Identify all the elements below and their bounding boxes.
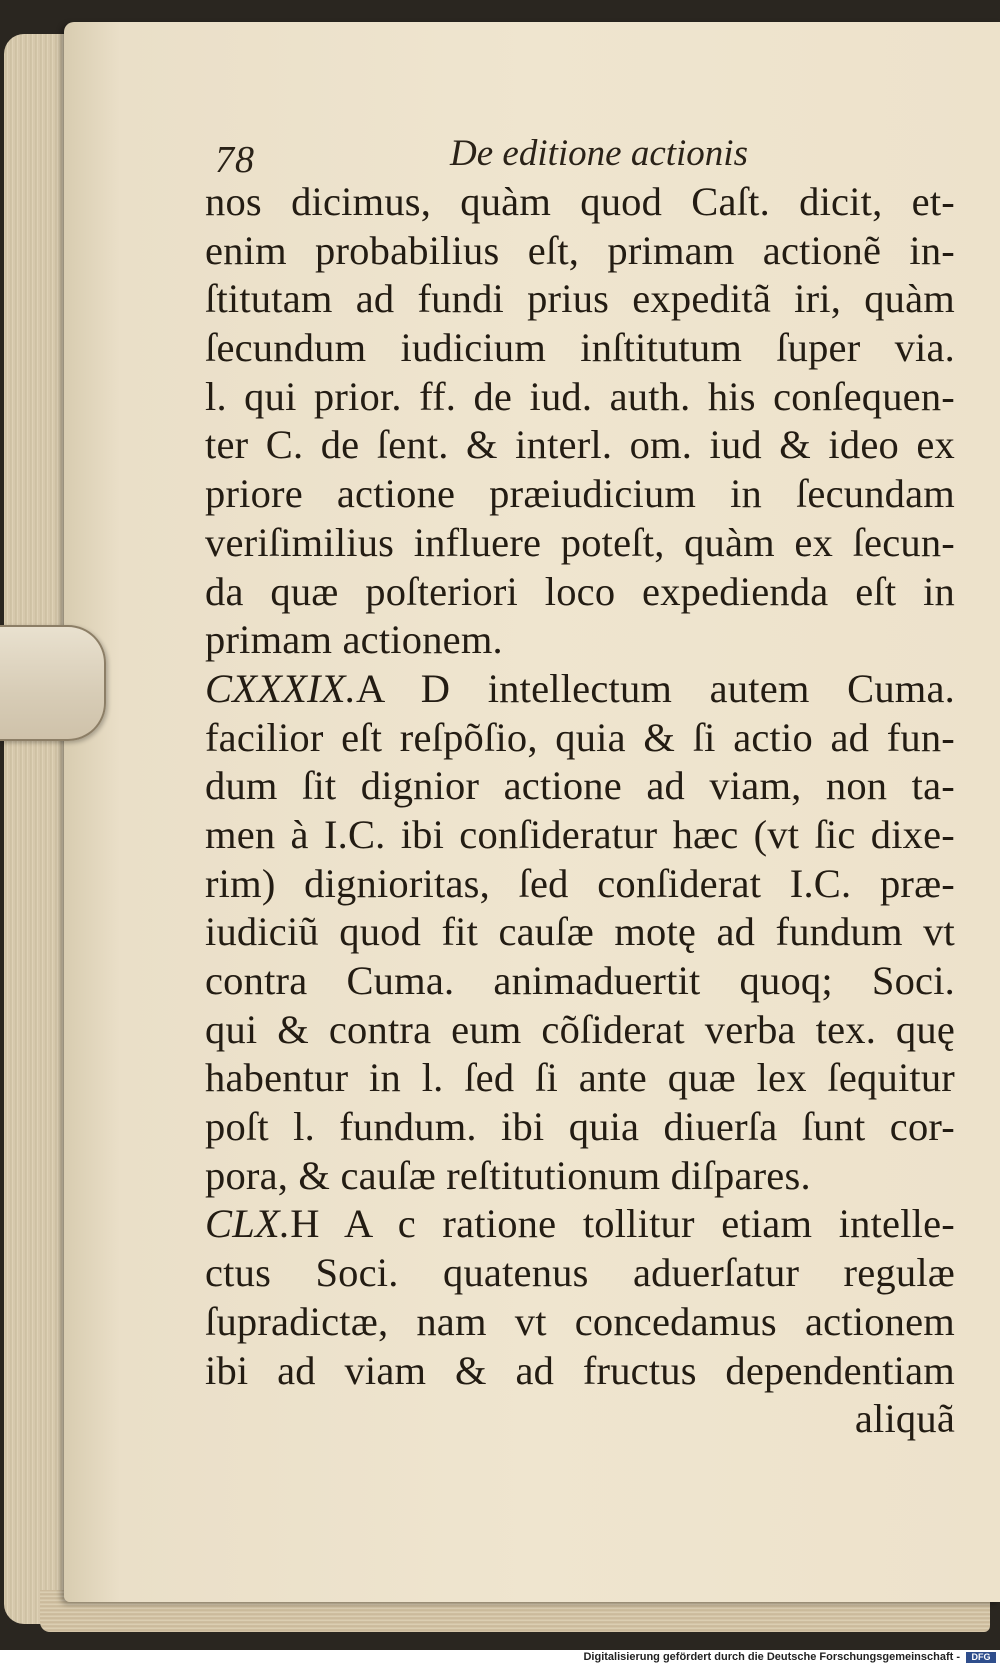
text-line: da quæ poſteriori loco expedienda eſt in [205,568,955,614]
running-head: De editione actionis [450,133,748,174]
section-number: CXXXIX. [205,665,356,711]
text-line: poſt l. fundum. ibi quia diuerſa ſunt cor- [205,1104,955,1150]
body-text [205,178,955,1444]
text-line: priore actione præiudicium in ſecundam [205,471,955,517]
text-line: qui & contra eum cõſiderat verba tex. quę [205,1006,955,1052]
text-line: H A c ratione tollitur etiam intelle- [290,1201,955,1247]
text-line: facilior eſt reſpõſio, quia & ſi actio ad fun- [205,714,955,760]
text-line: ter C. de ſent. & interl. om. iud & ideo ex [205,422,955,468]
footer-credit: Digitalisierung gefördert durch die Deutsche Forschungsgemeinschaft - [583,1651,960,1663]
page-number: 78 [215,139,255,181]
catchword: aliquã [854,1396,955,1442]
text-line: men à I.C. ibi conſideratur hæc (vt ſic dixe- [205,811,955,857]
text-line: l. qui prior. ff. de iud. auth. his conſequen- [205,373,955,419]
text-line: rim) dignioritas, ſed conſiderat I.C. præ- [205,860,955,906]
text-line: habentur in l. ſed ſi ante quæ lex ſequitur [205,1055,955,1101]
section-line [205,665,955,714]
text-line: A D intellectum autem Cuma. [355,665,955,711]
text-line: ſecundum iudicium inſtitutum ſuper via. [205,325,955,371]
text-line: primam actionem. [205,617,503,663]
section-number: CLX. [205,1201,291,1247]
text-line: dum ſit dignior actione ad viam, non ta- [205,763,955,809]
text-line: ctus Soci. quatenus aduerſatur regulæ [205,1250,955,1296]
text-line: contra Cuma. animaduertit quoq; Soci. [205,958,955,1003]
text-line: pora, & cauſæ reſtitutionum diſpares. [205,1152,811,1198]
book-clasp [0,625,106,741]
text-line: ſtitutam ad fundi prius expeditã iri, quàm [205,276,955,322]
text-line: enim probabilius eſt, primam actionẽ in- [205,227,955,273]
section-line [205,1200,955,1249]
dfg-logo: DFG [966,1652,996,1663]
digitization-footer [0,1650,1000,1666]
text-line: ibi ad viam & ad fructus dependentiam [205,1347,955,1393]
text-line: veriſimilius influere poteſt, quàm ex ſecun- [205,519,955,565]
text-line: nos dicimus, quàm quod Caſt. dicit, et- [205,179,955,224]
text-line: iudiciũ quod fit cauſæ motę ad fundum vt [205,909,955,955]
text-line: ſupradictæ, nam vt concedamus actionem [205,1298,955,1344]
